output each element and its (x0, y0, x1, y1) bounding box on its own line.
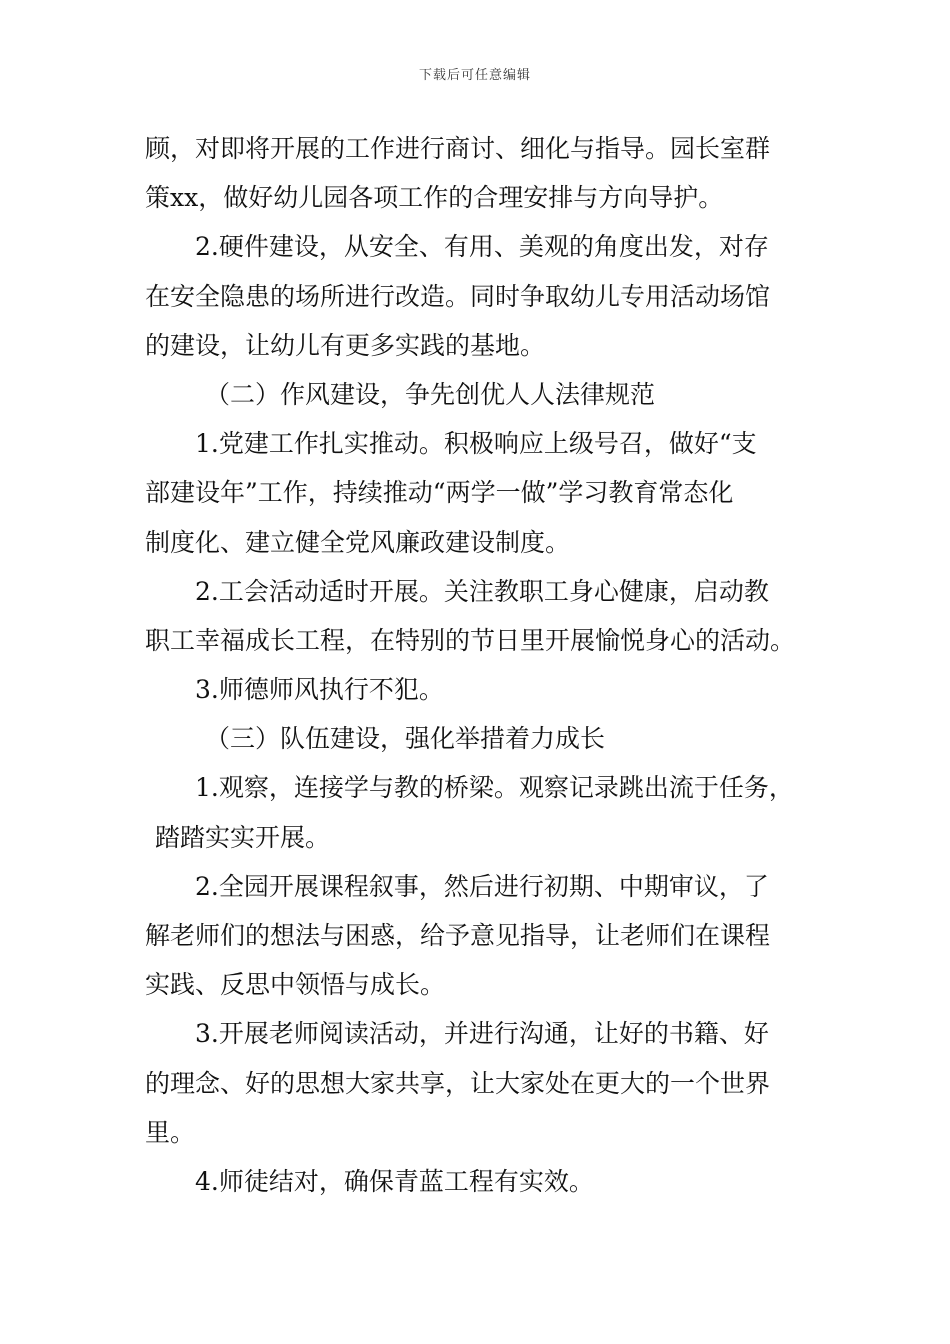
text-line: 1.党建工作扎实推动。积极响应上级号召，做好“支 (195, 429, 757, 459)
text-line: 制度化、建立健全党风廉政建设制度。 (145, 527, 571, 557)
text-line: 职工幸福成长工程，在特别的节日里开展愉悦身心的活动。 (145, 625, 796, 655)
text-line: 3.师德师风执行不犯。 (195, 675, 444, 705)
text-line: 2.全园开展课程叙事，然后进行初期、中期审议，了 (195, 871, 769, 901)
text-line: 解老师们的想法与困惑，给予意见指导，让老师们在课程 (145, 921, 771, 950)
text-line: 1.观察，连接学与教的桥梁。观察记录跳出流于任务， (195, 773, 794, 803)
document-body (145, 124, 805, 1206)
text-line: 4.师徒结对，确保青蓝工程有实效。 (195, 1166, 594, 1196)
text-line: 3.开展老师阅读活动，并进行沟通，让好的书籍、好 (195, 1019, 769, 1049)
text-line: 实践、反思中领悟与成长。 (145, 970, 446, 1000)
text-line: 策xx，做好幼儿园各项工作的合理安排与方向导护。 (145, 183, 724, 213)
text-line: 的理念、好的思想大家共享，让大家处在更大的一个世界 (145, 1068, 771, 1098)
text-line: 里。 (145, 1117, 196, 1147)
text-line: 踏踏实实开展。 (155, 822, 331, 852)
text-line: 顾，对即将开展的工作进行商讨、细化与指导。园长室群 (145, 134, 771, 163)
text-line: 部建设年”工作，持续推动“两学一做”学习教育常态化 (145, 478, 734, 508)
section-heading: （二）作风建设，争先创优人人法律规范 (205, 379, 656, 409)
section-heading: （三）队伍建设，强化举措着力成长 (205, 724, 606, 754)
text-line: 2.工会活动适时开展。关注教职工身心健康，启动教 (195, 576, 769, 606)
text-line: 在安全隐患的场所进行改造。同时争取幼儿专用活动场馆 (145, 281, 771, 311)
page-header: 下载后可任意编辑 (418, 68, 531, 83)
text-line: 2.硬件建设，从安全、有用、美观的角度出发，对存 (195, 232, 769, 262)
text-line: 的建设，让幼儿有更多实践的基地。 (145, 330, 546, 360)
